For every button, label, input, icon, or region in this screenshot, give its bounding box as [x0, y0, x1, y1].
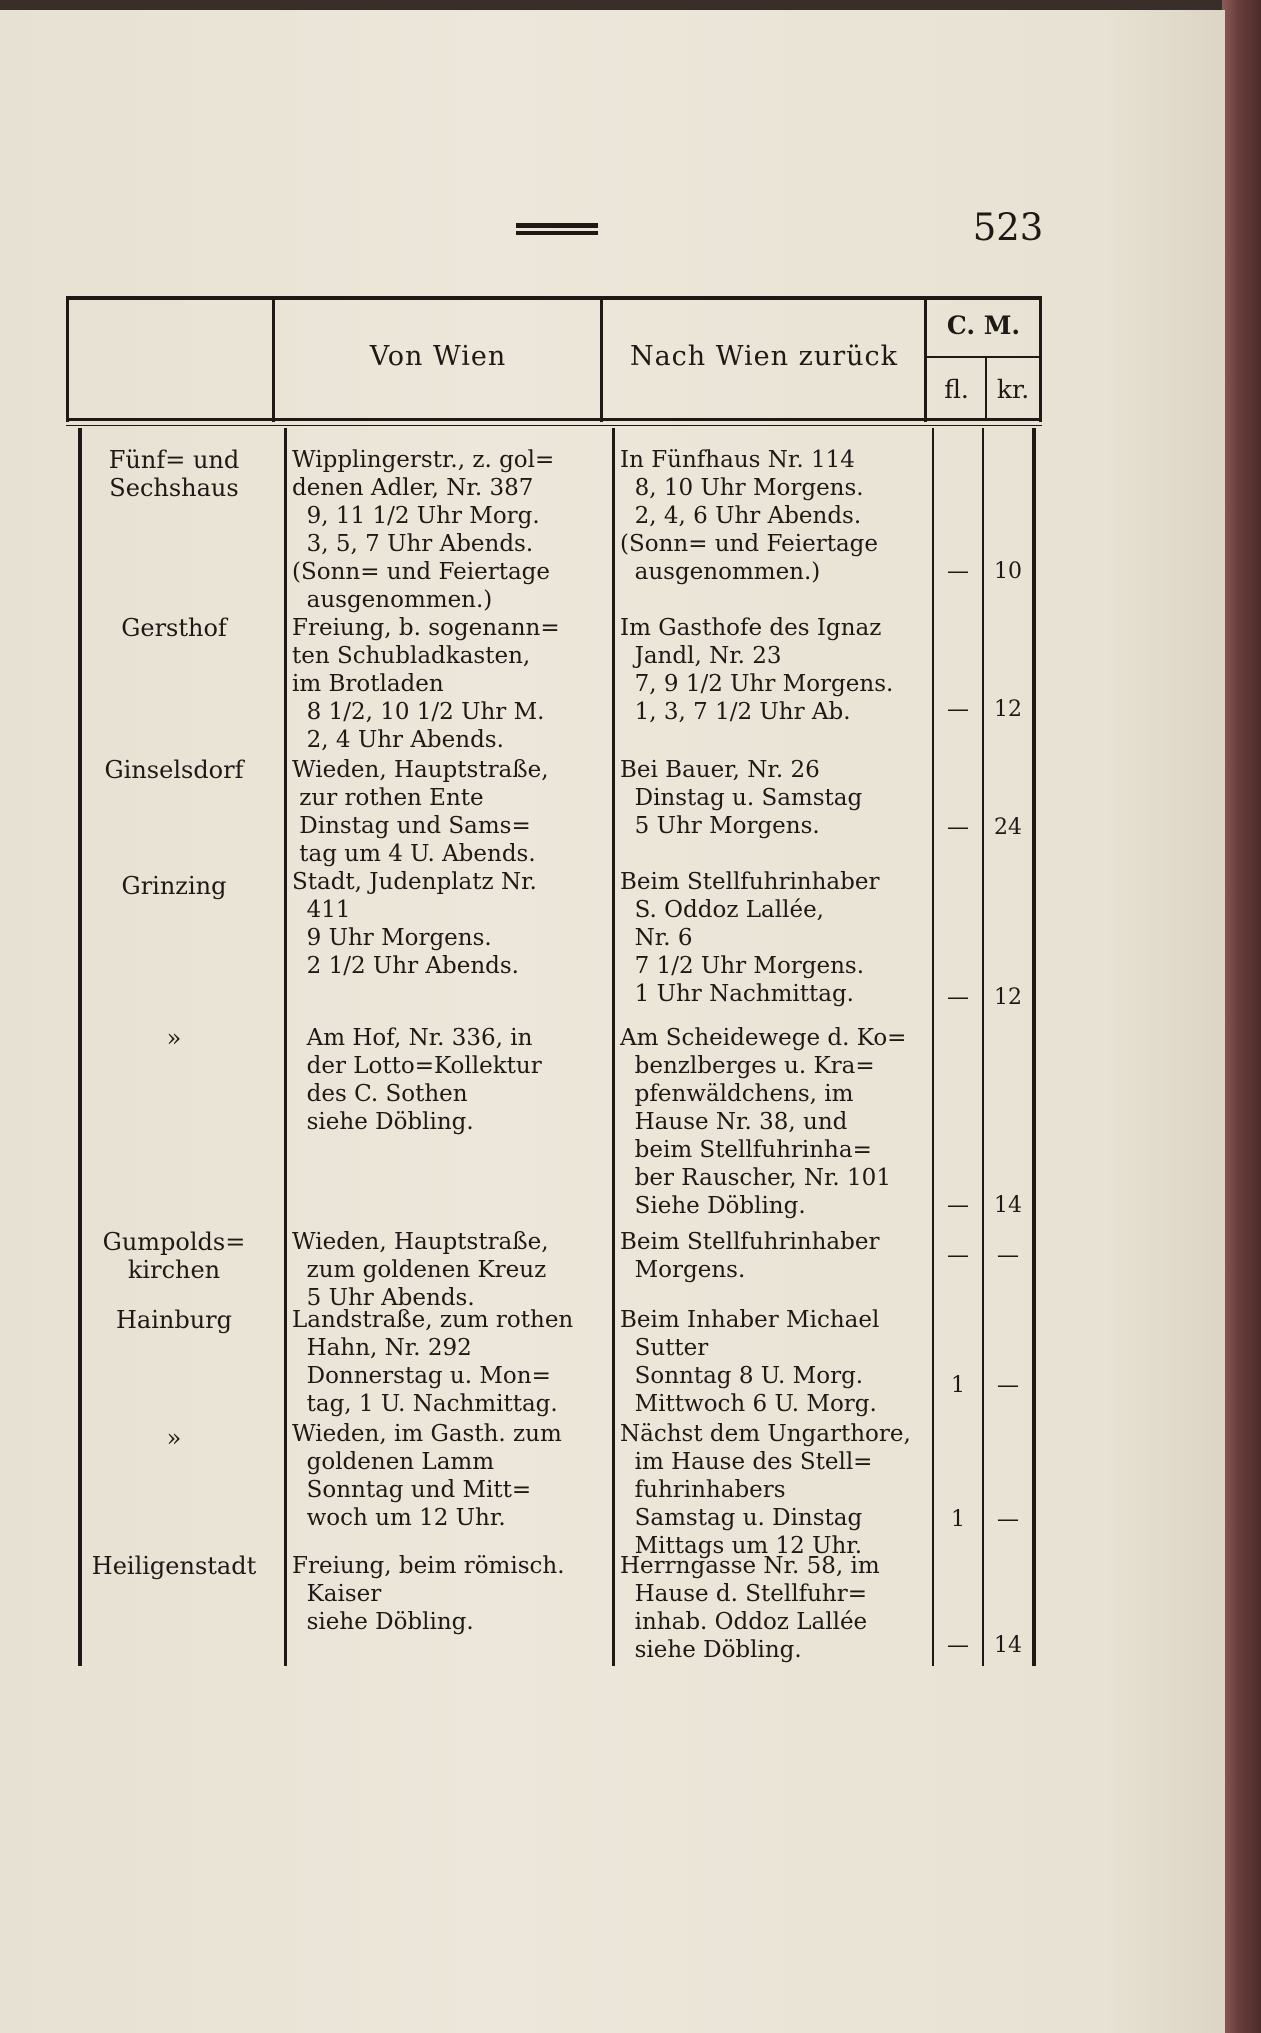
fare-kr: —: [997, 1507, 1019, 1532]
from-vienna-cell: Wipplingerstr., z. gol= denen Adler, Nr. 387 9, 11 1/2 Uhr Morg. 3, 5, 7 Uhr Abends. (Sonn= und Feiertage ausgenommen.): [292, 447, 555, 613]
book-page: [0, 10, 1225, 2033]
fare-kr: 14: [994, 1193, 1022, 1218]
header-from-vienna: Von Wien: [369, 341, 507, 372]
col-divider: [600, 296, 603, 422]
header-fl: fl.: [944, 375, 969, 404]
currency-underline: [926, 356, 1039, 358]
to-vienna-cell: Beim Inhaber Michael Sutter Sonntag 8 U. Morg. Mittwoch 6 U. Morg.: [620, 1307, 880, 1417]
place-name: »: [166, 1424, 182, 1452]
place-name: Ginselsdorf: [104, 756, 244, 784]
header-bottom-border: [66, 418, 1042, 421]
fare-kr: 12: [994, 697, 1022, 722]
to-vienna-cell: Im Gasthofe des Ignaz Jandl, Nr. 23 7, 9 1/2 Uhr Morgens. 1, 3, 7 1/2 Uhr Ab.: [620, 615, 894, 725]
place-name: Hainburg: [115, 1306, 233, 1334]
header-rule: [516, 223, 598, 235]
col-divider: [924, 296, 927, 422]
place-name: Grinzing: [121, 872, 227, 900]
from-vienna-cell: Stadt, Judenplatz Nr. 411 9 Uhr Morgens. 2 1/2 Uhr Abends.: [292, 869, 537, 979]
place-name: Heiligenstadt: [91, 1552, 257, 1580]
place-name: Gumpolds= kirchen: [102, 1228, 246, 1284]
place-name: Gersthof: [121, 614, 227, 642]
to-vienna-cell: Herrngasse Nr. 58, im Hause d. Stellfuhr= inhab. Oddoz Lallée siehe Döbling.: [620, 1553, 880, 1663]
to-vienna-cell: Bei Bauer, Nr. 26 Dinstag u. Samstag 5 Uhr Morgens.: [620, 757, 863, 839]
table-right-border: [1039, 296, 1042, 422]
header-currency: C. M.: [946, 311, 1021, 340]
to-vienna-cell: Beim Stellfuhrinhaber S. Oddoz Lallée, Nr. 6 7 1/2 Uhr Morgens. 1 Uhr Nachmittag.: [620, 869, 880, 1007]
fare-kr: 10: [994, 559, 1022, 584]
fare-fl: —: [947, 815, 969, 840]
fare-kr: 12: [994, 985, 1022, 1010]
page-number: 523: [972, 206, 1044, 249]
from-vienna-cell: Wieden, Hauptstraße, zum goldenen Kreuz 5 Uhr Abends.: [292, 1229, 549, 1311]
from-vienna-cell: Landstraße, zum rothen Hahn, Nr. 292 Donnerstag u. Mon= tag, 1 U. Nachmittag.: [292, 1307, 574, 1417]
header-bottom-border-thin: [66, 425, 1042, 426]
body-col-divider: [284, 428, 287, 1666]
fare-kr: —: [997, 1373, 1019, 1398]
to-vienna-cell: In Fünfhaus Nr. 114 8, 10 Uhr Morgens. 2, 4, 6 Uhr Abends. (Sonn= und Feiertage ausgenommen.): [620, 447, 879, 585]
table-left-border: [66, 296, 69, 422]
fare-fl: —: [947, 985, 969, 1010]
fare-kr: —: [997, 1243, 1019, 1268]
fare-fl: —: [947, 1193, 969, 1218]
fare-fl: —: [947, 1243, 969, 1268]
book-edge: [1222, 0, 1261, 2033]
timetable: [66, 296, 1042, 1671]
to-vienna-cell: Beim Stellfuhrinhaber Morgens.: [620, 1229, 880, 1283]
to-vienna-cell: Nächst dem Ungarthore, im Hause des Stell= fuhrinhabers Samstag u. Dinstag Mittags um 12 Uhr.: [620, 1421, 911, 1559]
from-vienna-cell: Wieden, Hauptstraße, zur rothen Ente Dinstag und Sams= tag um 4 U. Abends.: [292, 757, 549, 867]
fare-fl: 1: [951, 1373, 965, 1398]
body-amount-divider: [932, 428, 934, 1666]
fare-fl: 1: [951, 1507, 965, 1532]
fare-fl: —: [947, 1633, 969, 1658]
body-col-divider: [612, 428, 615, 1666]
fare-kr: 24: [994, 815, 1022, 840]
place-name: »: [166, 1024, 182, 1052]
from-vienna-cell: Freiung, b. sogenann= ten Schubladkasten, im Brotladen 8 1/2, 10 1/2 Uhr M. 2, 4 Uhr Abends.: [292, 615, 560, 753]
fare-fl: —: [947, 559, 969, 584]
fare-kr: 14: [994, 1633, 1022, 1658]
body-fl-kr-divider: [982, 428, 984, 1666]
to-vienna-cell: Am Scheidewege d. Ko= benzlberges u. Kra= pfenwäldchens, im Hause Nr. 38, und beim Stellfuhrinha= ber Rauscher, Nr. 101 Siehe Döbling.: [620, 1025, 907, 1219]
from-vienna-cell: Am Hof, Nr. 336, in der Lotto=Kollektur des C. Sothen siehe Döbling.: [306, 1025, 542, 1135]
fare-fl: —: [947, 697, 969, 722]
from-vienna-cell: Freiung, beim römisch. Kaiser siehe Döbling.: [292, 1553, 565, 1635]
body-right-border: [1032, 428, 1036, 1666]
from-vienna-cell: Wieden, im Gasth. zum goldenen Lamm Sonntag und Mitt= woch um 12 Uhr.: [292, 1421, 562, 1531]
header-to-vienna: Nach Wien zurück: [629, 341, 899, 372]
header-kr: kr.: [996, 375, 1030, 404]
col-divider: [272, 296, 275, 422]
place-name: Fünf= und Sechshaus: [108, 446, 240, 502]
table-top-border: [66, 296, 1042, 300]
